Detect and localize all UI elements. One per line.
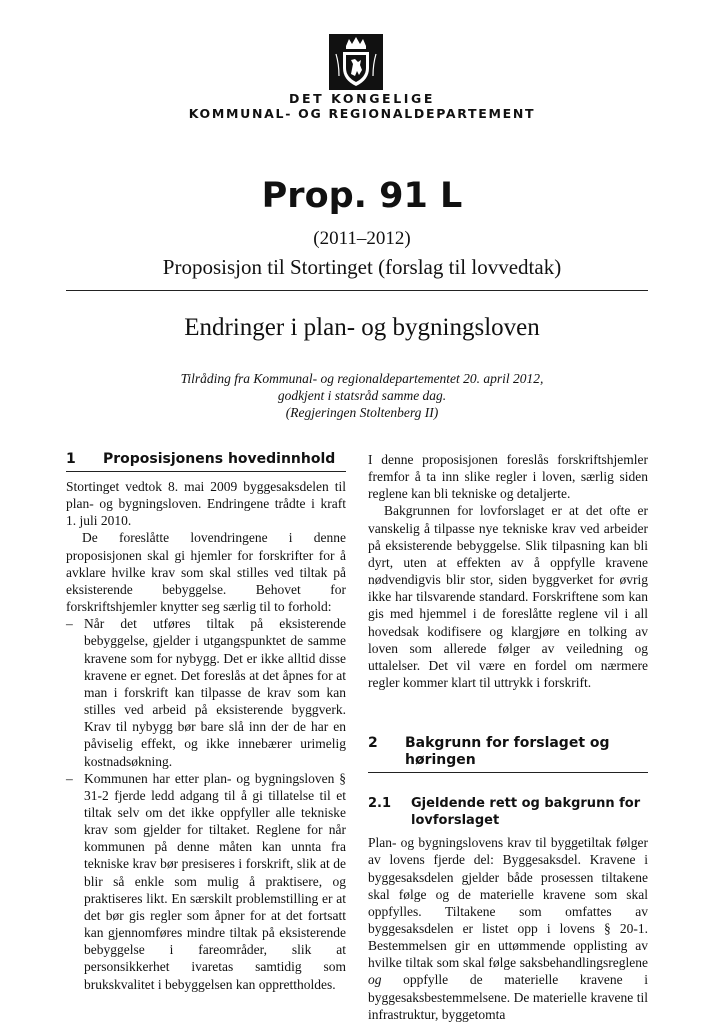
paragraph-text: oppfylle de materielle kravene i byggesaksbestemmelsene. De materielle kravene til infrastruktur, byggetomta bbox=[368, 972, 648, 1022]
proposition-number: Prop. 91 L bbox=[261, 176, 463, 216]
left-column bbox=[66, 451, 346, 993]
paragraph: Stortinget vedtok 8. mai 2009 byggesaksdelen til plan- og bygningsloven. Endringene trådte i kraft 1. juli 2010. bbox=[66, 479, 346, 529]
department-line-2: KOMMUNAL- OG REGIONALDEPARTEMENT bbox=[188, 106, 536, 121]
section-2-1-number: 2.1 bbox=[368, 796, 392, 812]
right-column bbox=[368, 451, 648, 1023]
section-2-1-title: Gjeldende rett og bakgrunn for lovforslaget bbox=[411, 796, 641, 829]
approval-line-3: (Regjeringen Stoltenberg II) bbox=[285, 405, 439, 420]
section-1-heading bbox=[66, 451, 346, 472]
section-1-number: 1 bbox=[66, 451, 76, 467]
proposition-subtitle: Proposisjon til Stortinget (forslag til lovvedtak) bbox=[162, 255, 562, 279]
paragraph: I denne proposisjonen foreslås forskriftshjemler fremfor å ta inn slike regler i loven, særlig siden reglene kan bli tekniske og detaljerte. bbox=[368, 452, 648, 502]
section-2-1-heading bbox=[368, 795, 648, 829]
section-1-title: Proposisjonens hovedinnhold bbox=[103, 451, 336, 467]
list-item: – Kommunen har etter plan- og bygningsloven § 31-2 fjerde ledd adgang til å gi tillatelse til et tiltak selv om det ikke oppfyller alle tekniske krav som gjelder for tiltaket. Reglene for når kommunen på denne måten kan unnta fra tekniske krav bør presiseres i forskrift, slik at de blir så enkle som mulig å praktisere, og praktiseres likt. En særskilt problemstilling er at det bør gis regler som åpner for at det fortsatt kan gjennomføres mindre tiltak på eksisterende bebyggelse i fareområder, slik at personsikkerhet ivaretas samtidig som brukskvalitet i bebyggelsen kan opprettholdes. bbox=[66, 770, 346, 993]
paragraph-text: Plan- og bygningslovens krav til byggetiltak følger av lovens fjerde del: Byggesaksdel. Kravene i byggesaksdelen gjelder både prosessen tiltakene skal følge og de materielle kravene som skal oppfylles. Tiltakene som omfattes av byggesaksdelen er listet opp i lovens § 20-1. Bestemmelsen gir en uttømmende opplisting av hvilke tiltak som skal følge saksbehandlingsreglene bbox=[368, 835, 648, 971]
title-divider bbox=[66, 290, 648, 291]
list-item: – Når det utføres tiltak på eksisterende bebyggelse, gjelder i utgangspunktet de samme kravene som for nybygg. Det er ikke alltid disse kravene er egnet. Det foreslås at det åpnes for at man i forskrift kan tilpasse de krav som kan stilles ved arbeid på eksisterende byggverk. Krav til nybygg bør bare slå inn der de har en påviselig effekt, og ikke innebærer urimelig kostnadsøkning. bbox=[66, 615, 346, 769]
section-2-heading bbox=[368, 735, 648, 773]
approval-note bbox=[0, 370, 724, 421]
paragraph: De foreslåtte lovendringene i denne proposisjonen skal gi hjemler for forskrifter for å avklare hvilke krav som skal stilles ved tiltak på eksisterende bebyggelse. Behovet for forskriftshjemler knytter seg særlig til to forhold: bbox=[66, 530, 346, 615]
section-2-number: 2 bbox=[368, 735, 378, 752]
approval-line-2: godkjent i statsråd samme dag. bbox=[277, 388, 447, 403]
bullet-list bbox=[66, 615, 346, 992]
section-2-title: Bakgrunn for forslaget og høringen bbox=[405, 735, 610, 769]
session-years: (2011–2012) bbox=[313, 228, 411, 249]
paragraph: Bakgrunnen for lovforslaget er at det ofte er vanskelig å tilpasse nye tekniske krav ved arbeider på eksisterende bebyggelse. Slik tilpasning kan bli dyrt, uten at effekten av å oppfylle kravene nødvendigvis blir stor, siden byggverket for øvrig ikke har tilsvarende standard. Forskriftene som kan gis med hjemmel i de foreslåtte reglene vil i all hovedsak kodifisere og klargjøre en tolking av loven som allerede følger av veiledning og uttalelser. Det vil være en fordel om nærmere regler kommer klart til uttrykk i forskrift. bbox=[368, 503, 648, 691]
department-line-1: DET KONGELIGE bbox=[288, 91, 436, 106]
emphasis-text: og bbox=[368, 972, 382, 988]
paragraph bbox=[368, 834, 648, 1023]
approval-line-1: Tilråding fra Kommunal- og regionaldepartementet 20. april 2012, bbox=[180, 371, 544, 386]
document-title: Endringer i plan- og bygningsloven bbox=[184, 314, 540, 341]
coat-of-arms-icon bbox=[329, 34, 383, 90]
